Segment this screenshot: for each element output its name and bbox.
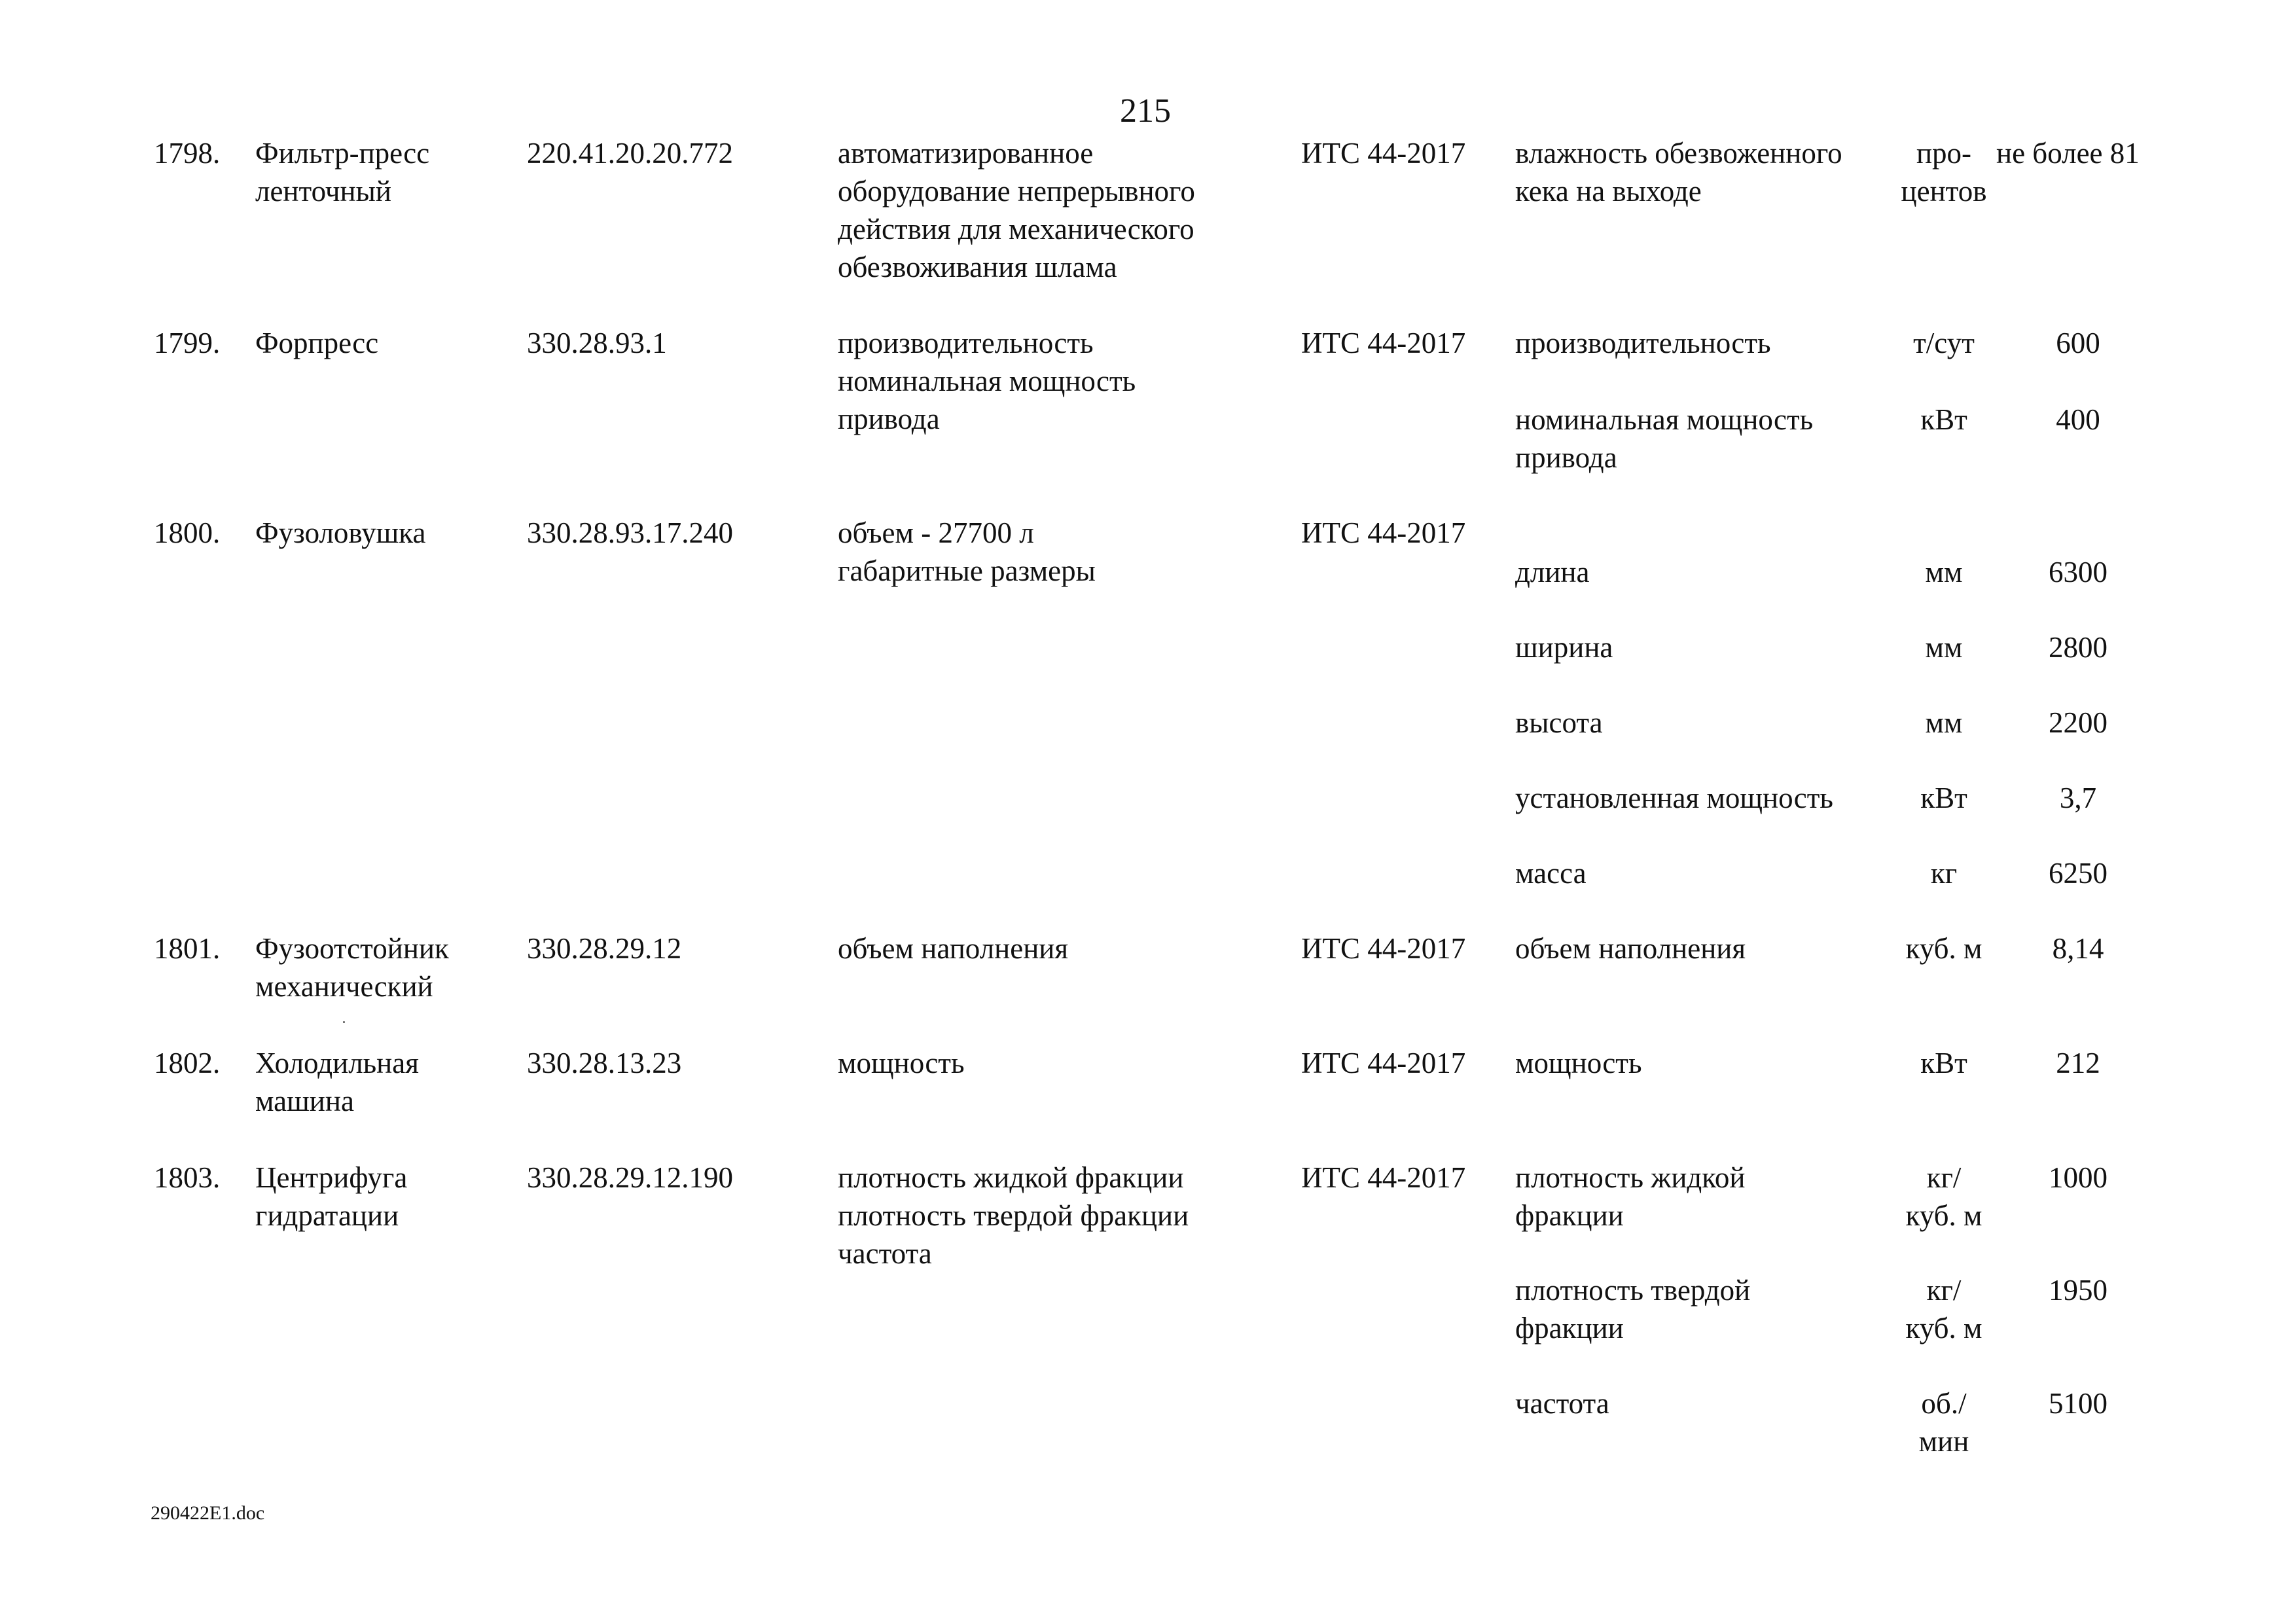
okpd-code: 330.28.13.23: [527, 1047, 682, 1079]
equipment-description: объем наполнения: [838, 932, 1069, 965]
property-name: плотность твердой фракции: [1515, 1274, 1751, 1344]
okpd-code: 330.28.93.1: [527, 327, 667, 359]
equipment-description: объем - 27700 л габаритные размеры: [838, 516, 1096, 587]
property-unit: кг/ куб. м: [1905, 1161, 1982, 1232]
row-number: 1798.: [154, 137, 221, 170]
standard-reference: ИТС 44-2017: [1301, 137, 1466, 170]
property-unit: куб. м: [1905, 932, 1982, 965]
equipment-name: Фузоотстойник механический: [255, 932, 449, 1003]
property-value: 2200: [2049, 706, 2108, 739]
property-name: плотность жидкой фракции: [1515, 1161, 1746, 1232]
property-unit: об./ мин: [1918, 1387, 1969, 1458]
row-number: 1800.: [154, 516, 221, 549]
okpd-code: 220.41.20.20.772: [527, 137, 733, 170]
row-number: 1802.: [154, 1047, 221, 1079]
property-unit: мм: [1925, 706, 1963, 739]
property-value: 600: [2056, 327, 2100, 359]
property-value: 400: [2056, 403, 2100, 436]
equipment-name: Фильтр-пресс ленточный: [255, 137, 430, 208]
row-number: 1801.: [154, 932, 221, 965]
equipment-name: Форпресс: [255, 327, 379, 359]
property-value: не более 81: [1996, 137, 2140, 170]
property-unit: кВт: [1920, 782, 1967, 814]
property-name: ширина: [1515, 631, 1613, 664]
equipment-description: производительность номинальная мощность привода: [838, 327, 1136, 435]
footer-filename: 290422E1.doc: [151, 1502, 265, 1524]
property-unit: т/сут: [1913, 327, 1975, 359]
property-value: 6250: [2049, 857, 2108, 890]
property-name: масса: [1515, 857, 1587, 890]
equipment-description: автоматизированное оборудование непрерывного действия для механического обезвоживания шлама: [838, 137, 1195, 283]
scan-speck: [343, 1021, 345, 1023]
equipment-name: Фузоловушка: [255, 516, 426, 549]
equipment-description: мощность: [838, 1047, 965, 1079]
property-name: частота: [1515, 1387, 1609, 1420]
property-unit: кВт: [1920, 403, 1967, 436]
equipment-description: плотность жидкой фракции плотность твердой фракции частота: [838, 1161, 1189, 1270]
okpd-code: 330.28.29.12.190: [527, 1161, 733, 1194]
property-name: номинальная мощность привода: [1515, 403, 1814, 474]
row-number: 1799.: [154, 327, 221, 359]
standard-reference: ИТС 44-2017: [1301, 1047, 1466, 1079]
property-unit: кг/ куб. м: [1905, 1274, 1982, 1344]
property-unit: про- центов: [1901, 137, 1987, 208]
standard-reference: ИТС 44-2017: [1301, 1161, 1466, 1194]
property-value: 5100: [2049, 1387, 2108, 1420]
property-value: 212: [2056, 1047, 2100, 1079]
property-name: длина: [1515, 556, 1590, 588]
standard-reference: ИТС 44-2017: [1301, 327, 1466, 359]
property-name: объем наполнения: [1515, 932, 1746, 965]
property-unit: мм: [1925, 556, 1963, 588]
row-number: 1803.: [154, 1161, 221, 1194]
property-value: 2800: [2049, 631, 2108, 664]
property-name: производительность: [1515, 327, 1771, 359]
standard-reference: ИТС 44-2017: [1301, 932, 1466, 965]
property-name: влажность обезвоженного кека на выходе: [1515, 137, 1842, 208]
property-name: высота: [1515, 706, 1603, 739]
property-value: 1950: [2049, 1274, 2108, 1307]
property-value: 8,14: [2052, 932, 2104, 965]
equipment-name: Центрифуга гидратации: [255, 1161, 408, 1232]
property-value: 6300: [2049, 556, 2108, 588]
property-value: 1000: [2049, 1161, 2108, 1194]
property-value: 3,7: [2059, 782, 2097, 814]
property-name: мощность: [1515, 1047, 1642, 1079]
page-number: 215: [1120, 92, 1171, 130]
property-unit: кг: [1930, 857, 1958, 890]
okpd-code: 330.28.93.17.240: [527, 516, 733, 549]
property-unit: кВт: [1920, 1047, 1967, 1079]
okpd-code: 330.28.29.12: [527, 932, 682, 965]
standard-reference: ИТС 44-2017: [1301, 516, 1466, 549]
property-unit: мм: [1925, 631, 1963, 664]
equipment-name: Холодильная машина: [255, 1047, 419, 1117]
property-name: установленная мощность: [1515, 782, 1833, 814]
